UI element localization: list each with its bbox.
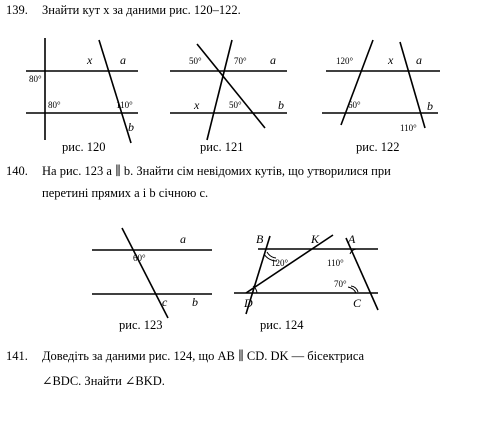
angle-label: 80° xyxy=(48,100,61,110)
label-a: a xyxy=(120,53,126,67)
label-a: a xyxy=(180,232,186,246)
figure-122 xyxy=(322,40,440,128)
angle-label: 110° xyxy=(327,258,344,268)
figure-caption: рис. 121 xyxy=(200,140,244,154)
label-a: a xyxy=(416,53,422,67)
figure-caption: рис. 120 xyxy=(62,140,106,154)
label-x: x xyxy=(194,98,200,112)
angle-label: 80° xyxy=(29,74,42,84)
angle-arc-C-2 xyxy=(348,287,356,293)
problem-number: 140. xyxy=(6,164,28,178)
angle-label: 60° xyxy=(133,253,146,263)
transversal-right xyxy=(99,40,131,143)
problem-text-continued: перетині прямих a і b січною c. xyxy=(42,186,209,200)
label-x: x xyxy=(388,53,394,67)
label-c: c xyxy=(162,295,168,309)
figure-caption: рис. 123 xyxy=(119,318,163,332)
label-b: b xyxy=(128,120,134,134)
angle-label: 70° xyxy=(234,56,247,66)
angle-label: 50° xyxy=(189,56,202,66)
label-C: C xyxy=(353,296,362,310)
label-a: a xyxy=(270,53,276,67)
angle-label: 120° xyxy=(271,258,289,268)
angle-label: 70° xyxy=(334,279,347,289)
problem-text: Знайти кут x за даними рис. 120–122. xyxy=(42,3,241,17)
label-b: b xyxy=(278,98,284,112)
figure-caption: рис. 124 xyxy=(260,318,304,332)
problem-number: 139. xyxy=(6,3,28,17)
angle-label: 120° xyxy=(336,56,354,66)
transversal-1 xyxy=(207,40,232,140)
angle-label: 50° xyxy=(229,100,242,110)
label-D: D xyxy=(244,296,253,310)
problem-text: На рис. 123 a ∥ b. Знайти сім невідомих кутів, що утворилися при xyxy=(42,164,391,178)
label-K: K xyxy=(311,232,320,246)
angle-label: 110° xyxy=(400,123,417,133)
problem-number: 141. xyxy=(6,349,28,363)
figure-caption: рис. 122 xyxy=(356,140,400,154)
label-b: b xyxy=(427,99,433,113)
problem-text-continued: ∠BDC. Знайти ∠BKD. xyxy=(42,374,165,388)
label-x: x xyxy=(87,53,93,67)
transversal-2 xyxy=(197,44,265,128)
angle-label: 60° xyxy=(348,100,361,110)
angle-label: 110° xyxy=(116,100,133,110)
problem-text: Доведіть за даними рис. 124, що AB ∥ CD. DK — бісектриса xyxy=(42,349,365,363)
label-A: A xyxy=(348,232,356,246)
label-b: b xyxy=(192,295,198,309)
label-B: B xyxy=(256,232,264,246)
